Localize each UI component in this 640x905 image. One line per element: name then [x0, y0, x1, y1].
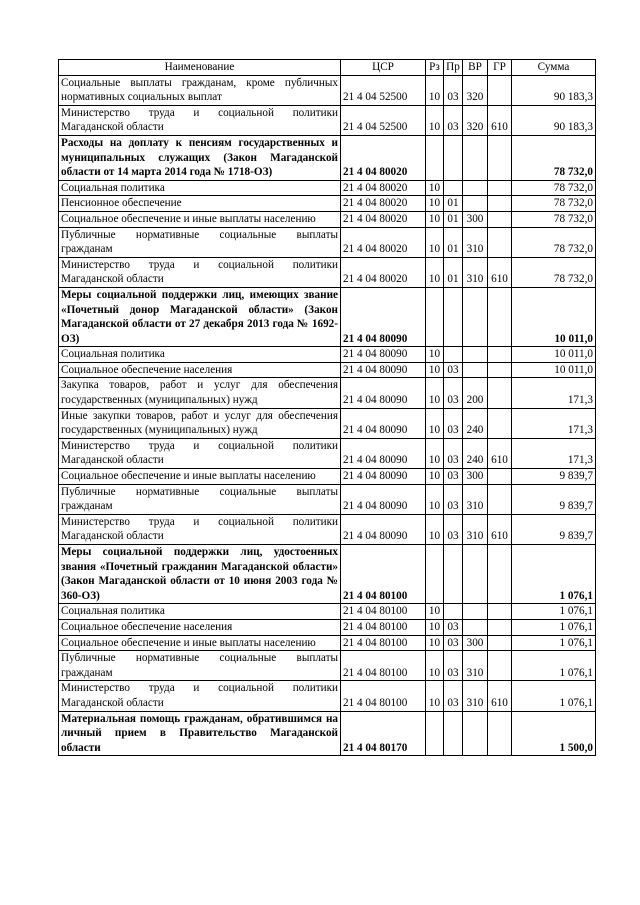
table-row — [59, 484, 596, 514]
cell-csr: 21 4 04 80020 — [341, 227, 426, 257]
cell-rz: 10 — [426, 75, 444, 105]
cell-pr: 01 — [444, 196, 463, 212]
cell-gr — [488, 227, 512, 257]
cell-vr — [463, 711, 488, 756]
cell-csr: 21 4 04 80090 — [341, 408, 426, 438]
cell-gr — [488, 711, 512, 756]
cell-rz: 10 — [426, 604, 444, 620]
cell-gr — [488, 651, 512, 681]
cell-gr: 610 — [488, 681, 512, 711]
cell-name: Социальное обеспечение и иные выплаты населению — [59, 211, 341, 227]
cell-name: Публичные нормативные социальные выплаты гражданам — [59, 484, 341, 514]
cell-name: Министерство труда и социальной политики Магаданской области — [59, 438, 341, 468]
cell-name: Закупка товаров, работ и услуг для обеспечения государственных (муниципальных) нужд — [59, 378, 341, 408]
cell-pr — [444, 711, 463, 756]
cell-rz: 10 — [426, 635, 444, 651]
cell-pr: 01 — [444, 211, 463, 227]
cell-csr: 21 4 04 80100 — [341, 681, 426, 711]
cell-rz — [426, 545, 444, 604]
cell-csr: 21 4 04 80100 — [341, 635, 426, 651]
header-vr: ВР — [463, 60, 488, 76]
table-row — [59, 105, 596, 135]
cell-name: Пенсионное обеспечение — [59, 196, 341, 212]
cell-csr: 21 4 04 52500 — [341, 75, 426, 105]
table-row — [59, 180, 596, 196]
cell-vr: 310 — [463, 681, 488, 711]
cell-vr: 240 — [463, 408, 488, 438]
header-pr: Пр — [444, 60, 463, 76]
cell-csr: 21 4 04 52500 — [341, 105, 426, 135]
cell-sum: 90 183,3 — [512, 75, 596, 105]
table-row — [59, 514, 596, 544]
cell-sum: 171,3 — [512, 438, 596, 468]
table-row — [59, 681, 596, 711]
cell-csr: 21 4 04 80020 — [341, 196, 426, 212]
cell-gr — [488, 378, 512, 408]
cell-sum: 78 732,0 — [512, 227, 596, 257]
cell-name: Социальная политика — [59, 180, 341, 196]
cell-rz: 10 — [426, 227, 444, 257]
cell-pr: 03 — [444, 514, 463, 544]
cell-gr: 610 — [488, 514, 512, 544]
table-row — [59, 469, 596, 485]
table-row — [59, 651, 596, 681]
cell-rz: 10 — [426, 257, 444, 287]
cell-name: Министерство труда и социальной политики Магаданской области — [59, 514, 341, 544]
cell-sum: 78 732,0 — [512, 135, 596, 180]
cell-csr: 21 4 04 80090 — [341, 378, 426, 408]
cell-rz: 10 — [426, 681, 444, 711]
cell-gr — [488, 619, 512, 635]
cell-pr — [444, 347, 463, 363]
cell-csr: 21 4 04 80090 — [341, 347, 426, 363]
cell-gr — [488, 408, 512, 438]
cell-rz: 10 — [426, 347, 444, 363]
cell-vr — [463, 135, 488, 180]
cell-pr: 03 — [444, 378, 463, 408]
cell-csr: 21 4 04 80090 — [341, 362, 426, 378]
cell-pr: 03 — [444, 469, 463, 485]
cell-sum: 1 076,1 — [512, 545, 596, 604]
cell-gr — [488, 196, 512, 212]
table-row — [59, 211, 596, 227]
table-row — [59, 362, 596, 378]
cell-pr: 03 — [444, 105, 463, 135]
table-row-section — [59, 545, 596, 604]
cell-vr — [463, 619, 488, 635]
cell-pr: 03 — [444, 635, 463, 651]
cell-vr: 310 — [463, 227, 488, 257]
cell-vr — [463, 196, 488, 212]
header-name: Наименование — [59, 60, 341, 76]
cell-vr: 310 — [463, 514, 488, 544]
cell-vr: 320 — [463, 75, 488, 105]
cell-name: Расходы на доплату к пенсиям государственных и муниципальных служащих (Закон Магаданской области от 14 марта 2014 года № 1718-ОЗ) — [59, 135, 341, 180]
table-body — [59, 75, 596, 756]
cell-vr: 310 — [463, 257, 488, 287]
cell-name: Социальная политика — [59, 347, 341, 363]
cell-rz: 10 — [426, 211, 444, 227]
cell-name: Иные закупки товаров, работ и услуг для обеспечения государственных (муниципальных) нужд — [59, 408, 341, 438]
table-row — [59, 408, 596, 438]
cell-csr: 21 4 04 80090 — [341, 287, 426, 346]
cell-vr — [463, 180, 488, 196]
cell-pr: 03 — [444, 484, 463, 514]
cell-csr: 21 4 04 80090 — [341, 484, 426, 514]
cell-gr: 610 — [488, 438, 512, 468]
cell-vr: 320 — [463, 105, 488, 135]
cell-vr: 300 — [463, 469, 488, 485]
cell-csr: 21 4 04 80020 — [341, 257, 426, 287]
cell-csr: 21 4 04 80090 — [341, 469, 426, 485]
budget-table — [58, 59, 596, 756]
cell-gr — [488, 635, 512, 651]
cell-gr — [488, 287, 512, 346]
cell-gr: 610 — [488, 105, 512, 135]
cell-pr — [444, 287, 463, 346]
header-csr: ЦСР — [341, 60, 426, 76]
cell-name: Социальные выплаты гражданам, кроме публичных нормативных социальных выплат — [59, 75, 341, 105]
cell-vr — [463, 347, 488, 363]
cell-sum: 9 839,7 — [512, 484, 596, 514]
cell-name: Публичные нормативные социальные выплаты гражданам — [59, 227, 341, 257]
cell-name: Материальная помощь гражданам, обратившимся на личный прием в Правительство Магаданской области — [59, 711, 341, 756]
cell-sum: 1 076,1 — [512, 619, 596, 635]
cell-name: Социальная политика — [59, 604, 341, 620]
cell-rz: 10 — [426, 180, 444, 196]
cell-name: Меры социальной поддержки лиц, удостоенных звания «Почетный гражданин Магаданской области» (Закон Магаданской области от 10 июня 2003 года № 360-ОЗ) — [59, 545, 341, 604]
cell-rz: 10 — [426, 469, 444, 485]
cell-gr: 610 — [488, 257, 512, 287]
cell-pr: 03 — [444, 75, 463, 105]
cell-csr: 21 4 04 80170 — [341, 711, 426, 756]
cell-pr — [444, 180, 463, 196]
cell-sum: 1 500,0 — [512, 711, 596, 756]
cell-rz: 10 — [426, 651, 444, 681]
cell-rz — [426, 135, 444, 180]
cell-gr — [488, 469, 512, 485]
cell-sum: 1 076,1 — [512, 651, 596, 681]
table-row — [59, 347, 596, 363]
table-row — [59, 257, 596, 287]
cell-gr — [488, 545, 512, 604]
cell-rz: 10 — [426, 378, 444, 408]
table-row — [59, 227, 596, 257]
cell-name: Меры социальной поддержки лиц, имеющих звание «Почетный донор Магаданской области» (Закон Магаданской области от 27 декабря 2013 года № 1692-ОЗ) — [59, 287, 341, 346]
cell-csr: 21 4 04 80100 — [341, 619, 426, 635]
cell-csr: 21 4 04 80090 — [341, 514, 426, 544]
cell-csr: 21 4 04 80020 — [341, 211, 426, 227]
cell-gr — [488, 75, 512, 105]
cell-vr: 240 — [463, 438, 488, 468]
cell-vr — [463, 604, 488, 620]
cell-rz: 10 — [426, 514, 444, 544]
cell-name: Социальное обеспечение населения — [59, 362, 341, 378]
cell-name: Министерство труда и социальной политики Магаданской области — [59, 105, 341, 135]
cell-name: Социальное обеспечение и иные выплаты населению — [59, 635, 341, 651]
header-sum: Сумма — [512, 60, 596, 76]
cell-pr — [444, 604, 463, 620]
cell-rz: 10 — [426, 105, 444, 135]
cell-sum: 10 011,0 — [512, 347, 596, 363]
cell-sum: 90 183,3 — [512, 105, 596, 135]
table-row-section — [59, 135, 596, 180]
cell-rz: 10 — [426, 362, 444, 378]
cell-pr — [444, 545, 463, 604]
cell-vr: 300 — [463, 635, 488, 651]
cell-pr: 03 — [444, 438, 463, 468]
table-header-row — [59, 60, 596, 76]
cell-pr: 01 — [444, 257, 463, 287]
cell-sum: 78 732,0 — [512, 180, 596, 196]
table-row — [59, 75, 596, 105]
cell-sum: 10 011,0 — [512, 362, 596, 378]
cell-sum: 9 839,7 — [512, 469, 596, 485]
cell-pr — [444, 135, 463, 180]
cell-sum: 171,3 — [512, 378, 596, 408]
cell-vr: 310 — [463, 484, 488, 514]
cell-vr: 300 — [463, 211, 488, 227]
table-row — [59, 438, 596, 468]
table-row — [59, 619, 596, 635]
cell-csr: 21 4 04 80100 — [341, 651, 426, 681]
cell-rz: 10 — [426, 408, 444, 438]
cell-sum: 10 011,0 — [512, 287, 596, 346]
cell-sum: 78 732,0 — [512, 196, 596, 212]
cell-pr: 03 — [444, 362, 463, 378]
cell-gr — [488, 180, 512, 196]
cell-sum: 9 839,7 — [512, 514, 596, 544]
cell-vr: 200 — [463, 378, 488, 408]
cell-sum: 1 076,1 — [512, 681, 596, 711]
cell-pr: 03 — [444, 619, 463, 635]
cell-gr — [488, 211, 512, 227]
table-row — [59, 604, 596, 620]
cell-name: Министерство труда и социальной политики Магаданской области — [59, 257, 341, 287]
cell-vr — [463, 545, 488, 604]
cell-sum: 1 076,1 — [512, 604, 596, 620]
table-row-section — [59, 711, 596, 756]
cell-rz: 10 — [426, 438, 444, 468]
cell-name: Министерство труда и социальной политики Магаданской области — [59, 681, 341, 711]
cell-gr — [488, 347, 512, 363]
cell-csr: 21 4 04 80090 — [341, 438, 426, 468]
cell-gr — [488, 484, 512, 514]
cell-csr: 21 4 04 80020 — [341, 135, 426, 180]
cell-vr: 310 — [463, 651, 488, 681]
document-page — [58, 59, 596, 756]
cell-pr: 03 — [444, 408, 463, 438]
cell-vr — [463, 287, 488, 346]
cell-sum: 1 076,1 — [512, 635, 596, 651]
table-row — [59, 196, 596, 212]
table-row — [59, 378, 596, 408]
table-row-section — [59, 287, 596, 346]
table-row — [59, 635, 596, 651]
header-rz: Рз — [426, 60, 444, 76]
cell-rz — [426, 287, 444, 346]
cell-rz: 10 — [426, 484, 444, 514]
cell-gr — [488, 362, 512, 378]
cell-rz: 10 — [426, 196, 444, 212]
cell-sum: 171,3 — [512, 408, 596, 438]
header-gr: ГР — [488, 60, 512, 76]
cell-name: Социальное обеспечение населения — [59, 619, 341, 635]
cell-pr: 03 — [444, 681, 463, 711]
cell-csr: 21 4 04 80100 — [341, 545, 426, 604]
cell-rz — [426, 711, 444, 756]
cell-sum: 78 732,0 — [512, 211, 596, 227]
cell-csr: 21 4 04 80100 — [341, 604, 426, 620]
cell-pr: 03 — [444, 651, 463, 681]
cell-name: Публичные нормативные социальные выплаты гражданам — [59, 651, 341, 681]
cell-gr — [488, 135, 512, 180]
cell-vr — [463, 362, 488, 378]
cell-sum: 78 732,0 — [512, 257, 596, 287]
cell-name: Социальное обеспечение и иные выплаты населению — [59, 469, 341, 485]
cell-rz: 10 — [426, 619, 444, 635]
cell-pr: 01 — [444, 227, 463, 257]
cell-gr — [488, 604, 512, 620]
cell-csr: 21 4 04 80020 — [341, 180, 426, 196]
